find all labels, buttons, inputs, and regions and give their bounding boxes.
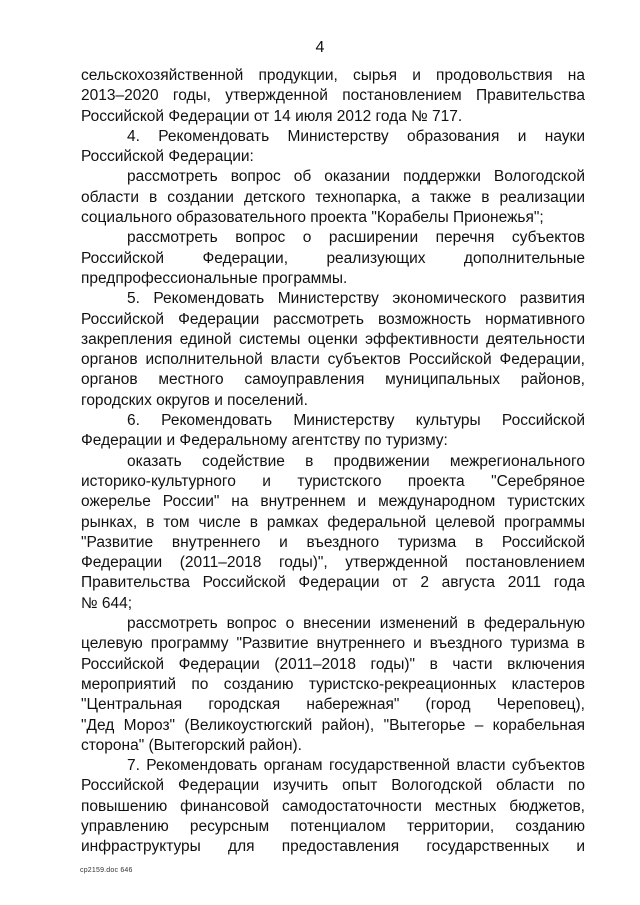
text-line: сторона" (Вытегорский район). bbox=[81, 736, 302, 754]
text-line: органов местного самоуправления муниципальных районов, bbox=[81, 371, 585, 389]
text-line: Российской Федерации (2011–2018 годы)" в части включения bbox=[81, 655, 585, 673]
text-line: инфраструктуры для предоставления государственных и bbox=[81, 838, 585, 856]
text-line: органов исполнительной власти субъектов Российской Федерации, bbox=[81, 351, 585, 369]
text-line: мероприятий по созданию туристско-рекреационных кластеров bbox=[81, 675, 585, 693]
text-line: целевую программу "Развитие внутреннего и въездного туризма в bbox=[81, 635, 585, 653]
text-line: Российской Федерации, реализующих дополнительные bbox=[81, 249, 585, 267]
text-line: предпрофессиональные программы. bbox=[81, 269, 348, 287]
text-line: оказать содействие в продвижении межрегионального bbox=[127, 452, 585, 470]
text-line: сельскохозяйственной продукции, сырья и продовольствия на bbox=[81, 67, 585, 84]
text-line: рынках, в том числе в рамках федеральной целевой программы bbox=[81, 513, 585, 531]
text-line: управлению ресурсным потенциалом территории, созданию bbox=[81, 817, 585, 835]
paragraph bbox=[81, 167, 585, 228]
text-line: закрепления единой системы оценки эффективности деятельности bbox=[81, 330, 585, 348]
paragraph bbox=[81, 452, 585, 614]
page-number: 4 bbox=[315, 39, 325, 56]
text-line: социального образовательного проекта "Корабелы Прионежья"; bbox=[81, 209, 544, 227]
text-line: 6. Рекомендовать Министерству культуры Российской bbox=[127, 412, 585, 430]
text-line: № 644; bbox=[81, 594, 133, 612]
text-line: рассмотреть вопрос о внесении изменений в федеральную bbox=[127, 615, 585, 633]
document-file-code: ср2159.doc 646 bbox=[80, 867, 133, 874]
paragraph bbox=[81, 66, 585, 127]
text-line: Федерации и Федеральному агентству по туризму: bbox=[81, 432, 448, 450]
paragraph bbox=[81, 127, 585, 168]
text-line: 2013–2020 годы, утвержденной постановлением Правительства bbox=[81, 87, 585, 105]
paragraph bbox=[81, 614, 585, 756]
text-line: городских округов и поселений. bbox=[81, 391, 308, 409]
text-line: "Центральная городская набережная" (город Череповец), bbox=[81, 696, 585, 714]
text-line: историко-культурного и туристского проекта "Серебряное bbox=[81, 472, 585, 490]
text-line: Российской Федерации изучить опыт Вологодской области по bbox=[81, 777, 585, 795]
paragraph bbox=[81, 228, 585, 289]
text-line: Российской Федерации рассмотреть возможность нормативного bbox=[81, 310, 585, 328]
text-line: "Развитие внутреннего и въездного туризма в Российской bbox=[81, 533, 585, 551]
document-body bbox=[81, 66, 585, 858]
paragraph bbox=[81, 756, 585, 857]
text-line: Российской Федерации: bbox=[81, 148, 254, 166]
text-line: рассмотреть вопрос об оказании поддержки Вологодской bbox=[127, 168, 585, 186]
paragraph bbox=[81, 411, 585, 452]
text-line: повышению финансовой самодостаточности местных бюджетов, bbox=[81, 797, 585, 815]
paragraph bbox=[81, 289, 585, 411]
text-line: ожерелье России" на внутреннем и международном туристских bbox=[81, 493, 585, 511]
text-line: "Дед Мороз" (Великоустюгский район), "Вытегорье – корабельная bbox=[81, 716, 585, 734]
text-line: области в создании детского технопарка, а также в реализации bbox=[81, 188, 585, 206]
text-line: Российской Федерации от 14 июля 2012 года № 717. bbox=[81, 107, 463, 125]
text-line: 7. Рекомендовать органам государственной власти субъектов bbox=[127, 757, 585, 775]
text-line: рассмотреть вопрос о расширении перечня субъектов bbox=[127, 229, 585, 247]
text-line: 5. Рекомендовать Министерству экономического развития bbox=[127, 290, 585, 308]
text-line: Федерации (2011–2018 годы)", утвержденной постановлением bbox=[81, 554, 585, 572]
text-line: Правительства Российской Федерации от 2 августа 2011 года bbox=[81, 574, 585, 592]
text-line: 4. Рекомендовать Министерству образования и науки bbox=[127, 127, 585, 145]
